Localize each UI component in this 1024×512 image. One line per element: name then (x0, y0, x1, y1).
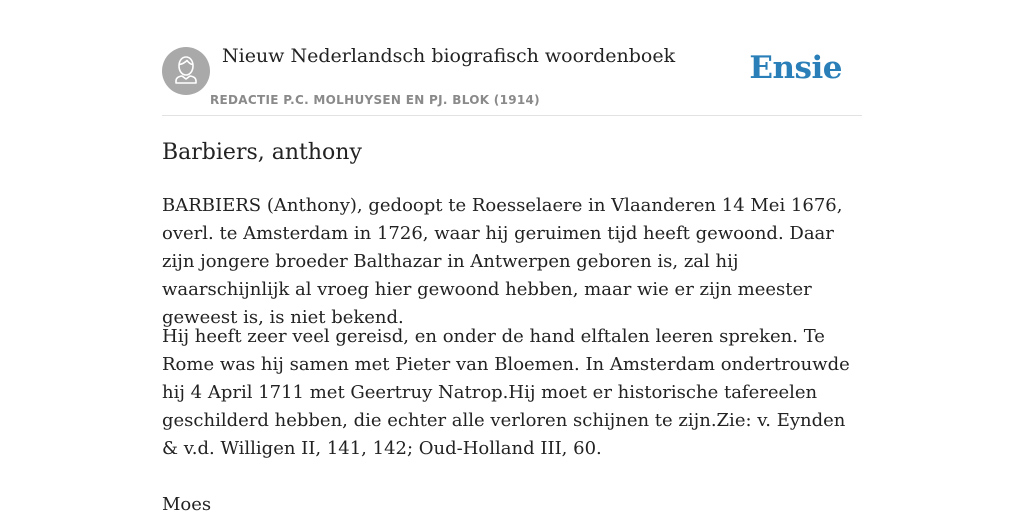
entry-paragraph (162, 323, 862, 463)
entry-paragraph (162, 192, 862, 332)
paragraph-text: Hij heeft zeer veel gereisd, en onder de hand elftalen leeren spreken. Te Rome was hij samen met Pieter van Bloemen. In Amsterdam ondertrouwde hij 4 April 1711 met Geertruy Natrop.Hij moet er historische tafereelen geschilderd hebben, die echter alle verloren schijnen te zijn.Zie: v. Eynden & v.d. Willigen II, 141, 142; Oud-Holland III, 60. (162, 326, 850, 459)
book-title[interactable]: Nieuw Nederlandsch biografisch woordenboek (222, 45, 676, 67)
editors-caption: REDACTIE P.C. MOLHUYSEN EN PJ. BLOK (1914) (210, 93, 540, 107)
source-header (162, 0, 862, 116)
user-silhouette-icon (162, 47, 210, 95)
entry-title: Barbiers, anthony (162, 140, 362, 165)
ensie-logo-link[interactable]: Ensie (749, 50, 842, 86)
entry-author: Moes (162, 494, 212, 512)
paragraph-text: BARBIERS (Anthony), gedoopt te Roesselaere in Vlaanderen 14 Mei 1676, overl. te Amsterdam in 1726, waar hij geruimen tijd heeft gewoond. Daar zijn jongere broeder Balthazar in Antwerpen geboren is, zal hij waarschijnlijk al vroeg hier gewoond hebben, maar wie er zijn meester geweest is, is niet bekend. (162, 195, 843, 328)
